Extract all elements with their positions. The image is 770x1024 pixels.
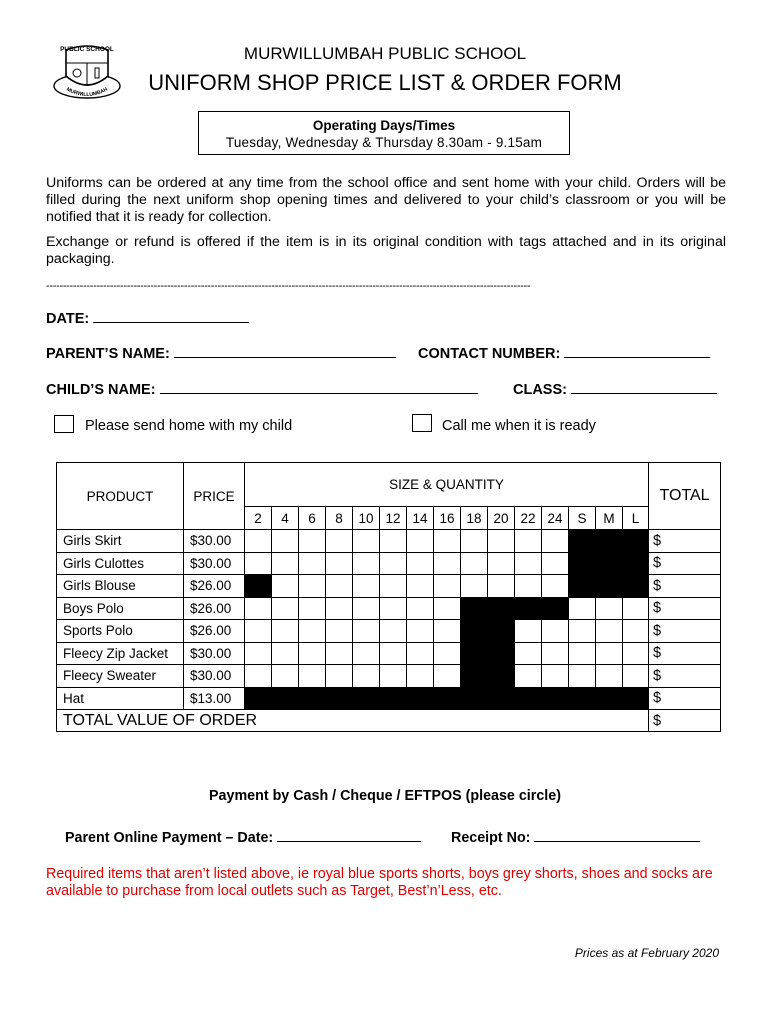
quantity-cell-4[interactable] (272, 552, 299, 575)
row-total-cell[interactable]: $ (649, 620, 721, 643)
row-total-cell[interactable]: $ (649, 642, 721, 665)
prices-date-note: Prices as at February 2020 (574, 946, 719, 960)
row-total-cell[interactable]: $ (649, 665, 721, 688)
size-header-2: 2 (245, 507, 272, 530)
quantity-cell-20[interactable] (488, 530, 515, 553)
call-me-checkbox[interactable] (412, 414, 432, 432)
quantity-cell-24[interactable] (542, 665, 569, 688)
quantity-cell-2[interactable] (245, 620, 272, 643)
table-row (57, 620, 721, 643)
quantity-cell-6[interactable] (299, 665, 326, 688)
unavailable-size-cell (623, 575, 649, 598)
quantity-cell-12[interactable] (380, 530, 407, 553)
quantity-cell-L[interactable] (623, 597, 649, 620)
unavailable-size-cell (461, 597, 488, 620)
quantity-cell-8[interactable] (326, 530, 353, 553)
size-header-M: M (596, 507, 623, 530)
quantity-cell-6[interactable] (299, 530, 326, 553)
quantity-cell-M[interactable] (596, 665, 623, 688)
class-field (513, 379, 717, 398)
quantity-cell-2[interactable] (245, 552, 272, 575)
contact-number-field (418, 343, 710, 362)
table-row (57, 530, 721, 553)
parent-name-input-line[interactable] (174, 343, 396, 358)
child-name-field (46, 379, 478, 398)
contact-number-label: CONTACT NUMBER: (418, 346, 561, 362)
form-title: UNIFORM SHOP PRICE LIST & ORDER FORM (148, 70, 622, 95)
unavailable-size-cell (245, 575, 272, 598)
quantity-cell-20[interactable] (488, 575, 515, 598)
quantity-cell-14[interactable] (407, 530, 434, 553)
class-input-line[interactable] (571, 379, 717, 394)
quantity-cell-18[interactable] (461, 575, 488, 598)
unavailable-size-cell (488, 620, 515, 643)
quantity-cell-16[interactable] (434, 642, 461, 665)
logo-bottom-text: MURWILLUMBAH (65, 86, 109, 99)
quantity-cell-10[interactable] (353, 665, 380, 688)
quantity-cell-6[interactable] (299, 552, 326, 575)
product-price: $30.00 (184, 642, 245, 665)
receipt-number-input-line[interactable] (534, 827, 700, 842)
product-price: $30.00 (184, 530, 245, 553)
send-home-label: Please send home with my child (85, 418, 293, 434)
quantity-cell-M[interactable] (596, 597, 623, 620)
date-label: DATE: (46, 311, 90, 327)
unavailable-size-cell (569, 530, 596, 553)
operating-hours-text: Tuesday, Wednesday & Thursday 8.30am - 9.15am (225, 135, 543, 150)
quantity-cell-6[interactable] (299, 575, 326, 598)
quantity-cell-12[interactable] (380, 597, 407, 620)
unavailable-size-cell (380, 687, 407, 710)
unavailable-size-cell (353, 687, 380, 710)
quantity-cell-20[interactable] (488, 552, 515, 575)
quantity-cell-10[interactable] (353, 597, 380, 620)
quantity-cell-12[interactable] (380, 665, 407, 688)
unavailable-size-cell (542, 597, 569, 620)
quantity-cell-16[interactable] (434, 530, 461, 553)
size-header-8: 8 (326, 507, 353, 530)
quantity-cell-10[interactable] (353, 552, 380, 575)
total-column-header: TOTAL (649, 463, 721, 530)
quantity-cell-14[interactable] (407, 620, 434, 643)
quantity-cell-4[interactable] (272, 642, 299, 665)
product-price: $30.00 (184, 665, 245, 688)
quantity-cell-16[interactable] (434, 597, 461, 620)
quantity-cell-24[interactable] (542, 552, 569, 575)
table-row (57, 575, 721, 598)
product-name: Fleecy Sweater (57, 665, 184, 688)
table-row (57, 642, 721, 665)
quantity-cell-10[interactable] (353, 530, 380, 553)
product-price: $26.00 (184, 620, 245, 643)
child-name-label: CHILD’S NAME: (46, 382, 156, 398)
quantity-cell-14[interactable] (407, 575, 434, 598)
unavailable-size-cell (515, 687, 542, 710)
size-quantity-header: SIZE & QUANTITY (245, 463, 649, 507)
size-header-4: 4 (272, 507, 299, 530)
quantity-cell-14[interactable] (407, 552, 434, 575)
product-price: $26.00 (184, 575, 245, 598)
unavailable-size-cell (299, 687, 326, 710)
quantity-cell-S[interactable] (569, 620, 596, 643)
product-price: $13.00 (184, 687, 245, 710)
unavailable-size-cell (407, 687, 434, 710)
row-total-cell[interactable]: $ (649, 552, 721, 575)
quantity-cell-22[interactable] (515, 552, 542, 575)
table-row (57, 665, 721, 688)
product-name: Sports Polo (57, 620, 184, 643)
quantity-cell-22[interactable] (515, 530, 542, 553)
intro-paragraph-ordering: Uniforms can be ordered at any time from the school office and sent home with your child. Orders will be filled during the next uniform shop opening times and delivered to your child’s classroom or you will be notified that it is ready for collection. (46, 175, 726, 225)
payment-methods: Payment by Cash / Cheque / EFTPOS (please circle) (209, 788, 561, 804)
quantity-cell-16[interactable] (434, 665, 461, 688)
school-crest-logo (52, 42, 122, 102)
unavailable-size-cell (569, 687, 596, 710)
quantity-cell-2[interactable] (245, 665, 272, 688)
unavailable-size-cell (515, 597, 542, 620)
dashed-divider: ------------------------------------------------------------------------------------------------------------------------------------------------ (46, 280, 531, 292)
quantity-cell-22[interactable] (515, 665, 542, 688)
product-column-header: PRODUCT (57, 463, 184, 530)
class-label: CLASS: (513, 382, 567, 398)
receipt-number-field (451, 827, 700, 846)
quantity-cell-8[interactable] (326, 552, 353, 575)
size-header-L: L (623, 507, 649, 530)
quantity-cell-M[interactable] (596, 642, 623, 665)
size-header-10: 10 (353, 507, 380, 530)
date-input-line[interactable] (93, 308, 249, 323)
quantity-cell-L[interactable] (623, 642, 649, 665)
quantity-cell-10[interactable] (353, 642, 380, 665)
unavailable-size-cell (596, 687, 623, 710)
quantity-cell-4[interactable] (272, 665, 299, 688)
unavailable-size-cell (596, 552, 623, 575)
unavailable-size-cell (461, 620, 488, 643)
unavailable-size-cell (596, 575, 623, 598)
quantity-cell-12[interactable] (380, 552, 407, 575)
quantity-cell-4[interactable] (272, 530, 299, 553)
quantity-cell-2[interactable] (245, 642, 272, 665)
call-me-label: Call me when it is ready (442, 418, 596, 434)
product-name: Girls Skirt (57, 530, 184, 553)
quantity-cell-16[interactable] (434, 552, 461, 575)
unavailable-size-cell (623, 552, 649, 575)
quantity-cell-M[interactable] (596, 620, 623, 643)
online-payment-date-input-line[interactable] (277, 827, 421, 842)
unavailable-size-cell (623, 687, 649, 710)
quantity-cell-6[interactable] (299, 642, 326, 665)
size-header-20: 20 (488, 507, 515, 530)
size-header-16: 16 (434, 507, 461, 530)
table-row (57, 687, 721, 710)
quantity-cell-2[interactable] (245, 530, 272, 553)
quantity-cell-12[interactable] (380, 620, 407, 643)
quantity-cell-22[interactable] (515, 575, 542, 598)
quantity-cell-4[interactable] (272, 575, 299, 598)
quantity-cell-2[interactable] (245, 597, 272, 620)
quantity-cell-6[interactable] (299, 620, 326, 643)
quantity-cell-16[interactable] (434, 620, 461, 643)
quantity-cell-10[interactable] (353, 575, 380, 598)
product-price: $30.00 (184, 552, 245, 575)
grand-total-cell[interactable]: $ (649, 710, 721, 732)
parent-name-field (46, 343, 396, 362)
quantity-cell-16[interactable] (434, 575, 461, 598)
product-price: $26.00 (184, 597, 245, 620)
quantity-cell-22[interactable] (515, 620, 542, 643)
quantity-cell-4[interactable] (272, 597, 299, 620)
receipt-number-label: Receipt No: (451, 830, 531, 846)
intro-paragraph-exchange: Exchange or refund is offered if the item is in its original condition with tags attached and in its original packaging. (46, 234, 726, 267)
quantity-cell-L[interactable] (623, 665, 649, 688)
order-table (56, 462, 721, 732)
contact-number-input-line[interactable] (564, 343, 710, 358)
date-field (46, 308, 249, 327)
quantity-cell-24[interactable] (542, 642, 569, 665)
quantity-cell-S[interactable] (569, 665, 596, 688)
quantity-cell-4[interactable] (272, 620, 299, 643)
quantity-cell-14[interactable] (407, 642, 434, 665)
parent-name-label: PARENT’S NAME: (46, 346, 170, 362)
quantity-cell-14[interactable] (407, 665, 434, 688)
logo-top-text: PUBLIC SCHOOL (60, 46, 114, 53)
unavailable-size-cell (488, 665, 515, 688)
total-value-label: TOTAL VALUE OF ORDER (57, 710, 649, 732)
product-name: Boys Polo (57, 597, 184, 620)
quantity-cell-24[interactable] (542, 575, 569, 598)
unavailable-size-cell (272, 687, 299, 710)
operating-hours-title: Operating Days/Times (312, 118, 456, 133)
quantity-cell-24[interactable] (542, 530, 569, 553)
quantity-cell-24[interactable] (542, 620, 569, 643)
size-header-12: 12 (380, 507, 407, 530)
unavailable-size-cell (488, 642, 515, 665)
unavailable-size-cell (434, 687, 461, 710)
order-table-body (57, 530, 721, 710)
product-name: Hat (57, 687, 184, 710)
unavailable-size-cell (461, 687, 488, 710)
quantity-cell-14[interactable] (407, 597, 434, 620)
quantity-cell-L[interactable] (623, 620, 649, 643)
quantity-cell-10[interactable] (353, 620, 380, 643)
product-name: Fleecy Zip Jacket (57, 642, 184, 665)
unavailable-size-cell (623, 530, 649, 553)
required-items-notice: Required items that aren’t listed above, ie royal blue sports shorts, boys grey shorts, shoes and socks are available to purchase from local outlets such as Target, Best’n’Less, etc. (46, 866, 713, 899)
product-name: Girls Culottes (57, 552, 184, 575)
unavailable-size-cell (569, 575, 596, 598)
product-name: Girls Blouse (57, 575, 184, 598)
unavailable-size-cell (542, 687, 569, 710)
quantity-cell-8[interactable] (326, 597, 353, 620)
quantity-cell-S[interactable] (569, 642, 596, 665)
size-header-24: 24 (542, 507, 569, 530)
unavailable-size-cell (461, 665, 488, 688)
row-total-cell[interactable]: $ (649, 597, 721, 620)
unavailable-size-cell (596, 530, 623, 553)
table-row (57, 552, 721, 575)
size-header-22: 22 (515, 507, 542, 530)
child-name-input-line[interactable] (160, 379, 478, 394)
unavailable-size-cell (488, 687, 515, 710)
quantity-cell-22[interactable] (515, 642, 542, 665)
quantity-cell-8[interactable] (326, 620, 353, 643)
school-name: MURWILLUMBAH PUBLIC SCHOOL (243, 44, 527, 63)
operating-hours-box (198, 111, 570, 155)
row-total-cell[interactable]: $ (649, 530, 721, 553)
online-payment-date-field (65, 827, 421, 846)
size-header-18: 18 (461, 507, 488, 530)
unavailable-size-cell (326, 687, 353, 710)
table-row (57, 597, 721, 620)
unavailable-size-cell (461, 642, 488, 665)
quantity-cell-18[interactable] (461, 552, 488, 575)
row-total-cell[interactable]: $ (649, 687, 721, 710)
quantity-cell-6[interactable] (299, 597, 326, 620)
quantity-cell-12[interactable] (380, 642, 407, 665)
unavailable-size-cell (245, 687, 272, 710)
unavailable-size-cell (488, 597, 515, 620)
quantity-cell-18[interactable] (461, 530, 488, 553)
size-header-S: S (569, 507, 596, 530)
price-column-header: PRICE (184, 463, 245, 530)
send-home-checkbox[interactable] (54, 415, 74, 433)
row-total-cell[interactable]: $ (649, 575, 721, 598)
unavailable-size-cell (569, 552, 596, 575)
quantity-cell-12[interactable] (380, 575, 407, 598)
quantity-cell-8[interactable] (326, 665, 353, 688)
quantity-cell-8[interactable] (326, 575, 353, 598)
quantity-cell-S[interactable] (569, 597, 596, 620)
quantity-cell-8[interactable] (326, 642, 353, 665)
online-payment-date-label: Parent Online Payment – Date: (65, 830, 274, 846)
size-header-14: 14 (407, 507, 434, 530)
size-header-6: 6 (299, 507, 326, 530)
